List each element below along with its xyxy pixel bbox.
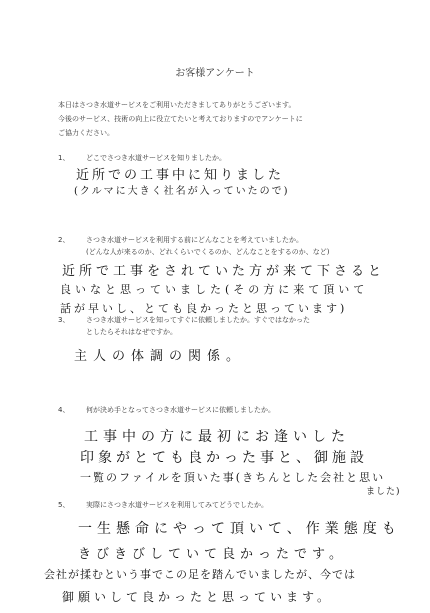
handwritten-answer: 一生懸命にやって頂いて、作業態度も <box>78 521 401 537</box>
question-number: 5、 <box>58 501 70 509</box>
handwritten-answer: 工事中の方に最初にお逢いした <box>84 429 350 445</box>
intro-text <box>58 98 418 140</box>
handwritten-answer: 近所での工事中に知りました <box>76 168 285 183</box>
handwritten-answer: 話が早いし、とても良かったと思っています) <box>60 302 348 315</box>
question-number: 2、 <box>58 236 70 244</box>
handwritten-answer: 良いなと思っていました(その方に来て頂いて <box>60 283 369 296</box>
handwritten-answer: ました) <box>366 487 401 497</box>
intro-line: 本日はさつき水道サービスをご利用いただきましてありがとうございます。 <box>58 101 296 109</box>
question-number: 3、 <box>58 316 70 324</box>
handwritten-answer: 御願いして良かったと思っています。 <box>62 590 334 604</box>
intro-line: ご協力ください。 <box>58 129 114 137</box>
question-text: どこでさつき水道サービスを知りましたか。 <box>86 154 226 162</box>
question-number: 4、 <box>58 406 70 414</box>
handwritten-answer: 印象がとても良かった事と、御施設 <box>80 450 368 466</box>
handwritten-answer: (クルマに大きく社名が入っていたので) <box>74 186 290 197</box>
question-text: 実際にさつき水道サービスを利用してみてどうでしたか。 <box>86 501 268 509</box>
question-text: さつき水道サービスを知ってすぐに依頼しましたか。すぐではなかった としたらそれはなぜですか。 <box>86 316 310 336</box>
handwritten-answer: 一覧のファイルを頂いた事(きちんとした会社と思い <box>80 471 386 484</box>
question-text: さつき水道サービスを利用する前にどんなことを考えていましたか。 (どんな人が来るのか、どれくらいでくるのか、どんなことをするのか、など) <box>86 236 330 256</box>
handwritten-answer: きびきびしていて良かったです。 <box>78 547 347 562</box>
question-text: 何が決め手となってさつき水道サービスに依頼しましたか。 <box>86 406 275 414</box>
intro-line: 今後のサービス、技術の向上に役立てたいと考えておりますのでアンケートに <box>58 115 303 123</box>
handwritten-answer: 近所で工事をされていた方が来て下さると <box>62 264 386 279</box>
question-number: 1、 <box>58 154 70 162</box>
handwritten-answer: 会社が揉むという事でこの足を踏んでいましたが、今では <box>44 568 356 581</box>
page-title: お客様アンケート <box>175 68 255 79</box>
handwritten-answer: 主人の体調の関係。 <box>74 349 246 364</box>
